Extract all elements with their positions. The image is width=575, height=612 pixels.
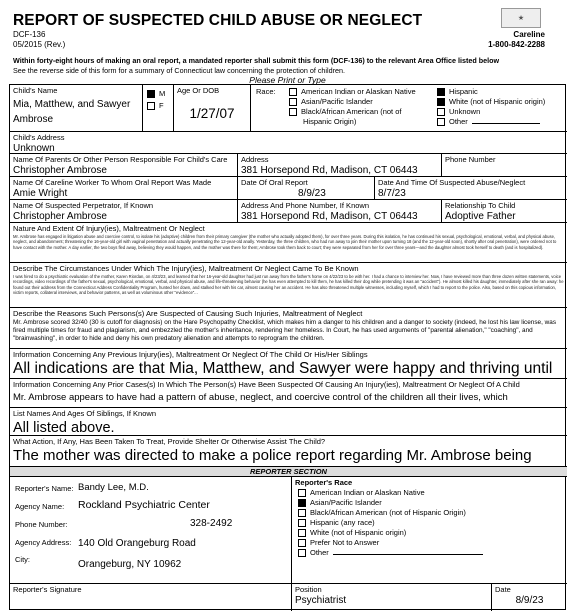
child-name-line2: Ambrose [13, 114, 54, 125]
siblings-field[interactable] [10, 408, 567, 436]
parents-label: Name Of Parents Or Other Person Responsible For Child's Care [13, 155, 228, 164]
oral-report-date-field[interactable] [238, 177, 375, 200]
child-dob-field[interactable] [174, 85, 251, 132]
state-seal-icon: ★ [501, 8, 541, 28]
reporter-race-prefer-not-checkbox[interactable] [298, 539, 306, 547]
prior-cases-text: Mr. Ambrose appears to have had a pattern of abuse, neglect, and coercive control of the children all their lives, which [13, 392, 508, 403]
reporter-race-block [292, 477, 567, 584]
race-label: Race: [256, 87, 276, 96]
careline-label: Careline [513, 30, 545, 39]
agency-name-label: Agency Name: [15, 502, 65, 511]
race-option: Asian/Pacific Islander [301, 97, 373, 106]
reporter-signature-field[interactable] [10, 584, 292, 611]
print-or-type: Please Print or Type [249, 75, 326, 85]
reporter-name-value[interactable]: Bandy Lee, M.D. [78, 482, 149, 493]
suspected-date-field[interactable] [375, 177, 567, 200]
relationship-value: Adoptive Father [445, 211, 516, 222]
perpetrator-field[interactable] [10, 200, 238, 223]
reporter-race-option: Other [310, 548, 329, 557]
race-amindian-checkbox[interactable] [289, 88, 297, 96]
child-address-label: Child's Address [13, 133, 65, 142]
nature-label: Nature And Extent Of Injury(ies), Maltreatment Or Neglect [13, 224, 205, 233]
child-address-value: Unknown [13, 143, 55, 154]
parents-address-field[interactable] [238, 154, 442, 177]
previous-injury-field[interactable] [10, 349, 567, 379]
perpetrator-value: Christopher Ambrose [13, 211, 107, 222]
child-name-field[interactable] [10, 85, 143, 132]
position-label: Position [295, 585, 322, 594]
reporter-race-amindian-checkbox[interactable] [298, 489, 306, 497]
form-title: REPORT OF SUSPECTED CHILD ABUSE OR NEGLECT [13, 12, 423, 29]
sex-f-label: F [159, 101, 164, 110]
agency-name-value[interactable]: Rockland Psychiatric Center [78, 499, 210, 511]
siblings-text: All listed above. [13, 420, 115, 436]
parents-field[interactable] [10, 154, 238, 177]
race-black-checkbox[interactable] [289, 108, 297, 116]
reporter-race-other-checkbox[interactable] [298, 549, 306, 557]
sex-m-checkbox[interactable] [147, 90, 155, 98]
notice-plain: See the reverse side of this form for a summary of Connecticut law concerning the protection of children. [13, 66, 345, 75]
oral-report-date-value: 8/9/23 [298, 188, 326, 199]
reasons-label: Describe the Reasons Such Persons(s) Are Suspected of Causing Such Injuries, Maltreatment of Neglect [13, 309, 363, 318]
reporter-race-option: Black/African American (not of Hispanic Origin) [310, 508, 466, 517]
race-option: Hispanic [449, 87, 478, 96]
dob-value: 1/27/07 [189, 106, 235, 121]
reporter-race-option: White (not of Hispanic origin) [310, 528, 407, 537]
careline-worker-field[interactable] [10, 177, 238, 200]
careline-worker-label: Name Of Careline Worker To Whom Oral Report Was Made [13, 178, 212, 187]
perpetrator-label: Name Of Suspected Perpetrator, If Known [13, 201, 154, 210]
reporter-race-asian-checkbox[interactable] [298, 499, 306, 507]
circumstances-label: Describe The Circumstances Under Which The Injury(ies), Maltreatment Or Neglect Came To Be Known [13, 264, 359, 273]
parents-address-value: 381 Horsepond Rd, Madison, CT 06443 [241, 165, 418, 176]
dob-label: Age Or DOB [177, 86, 220, 95]
race-option-cont: Hispanic Origin) [303, 117, 357, 126]
reporter-signature-label: Reporter's Signature [13, 585, 82, 594]
race-option: Other [449, 117, 468, 126]
race-option: American Indian or Alaskan Native [301, 87, 416, 96]
reporter-race-black-checkbox[interactable] [298, 509, 306, 517]
previous-injury-label: Information Concerning Any Previous Injury(ies), Maltreatment Or Neglect Of The Child Or His/Her Siblings [13, 350, 368, 359]
careline-phone: 1-800-842-2288 [488, 40, 545, 49]
nature-text: Mr. Ambrose has engaged in litigation abuse and coercive control, to isolate his (adoptive) children from their primary caregiver (the mother who actually adopted them), for over three years. During this isolation, he has continued his sexual, psychological, emotional, verbal, and physical abuse, neglect, and abandonment; threatening the 16-year-old girl with vaginal penetration and actually penetrating the 12-year-old anally. Yesterday, the three children, who had run away to join their mother upon turning 18 (and the 12-year-old soon), shortly after oral penetration), were ordered not to have contact with the mother. A day earlier, the two boys fled away, believing they would happen, and the mother was there for them; Ambrose took them back to court; they were separated from her for over three years—and the daughter almost took herself to death (and is hospitalized). [13, 234, 557, 250]
relationship-label: Relationship To Child [445, 201, 516, 210]
race-other-checkbox[interactable] [437, 118, 445, 126]
date-value: 8/9/23 [515, 595, 544, 606]
race-option: Black/African American (not of [301, 107, 402, 116]
phone-label: Phone Number: [15, 520, 68, 529]
child-name-label: Child's Name [13, 86, 58, 95]
previous-injury-text: All indications are that Mia, Matthew, and Sawyer were happy and thriving until [13, 360, 553, 377]
siblings-label: List Names And Ages Of Siblings, If Known [13, 409, 156, 418]
agency-address-label: Agency Address: [15, 538, 72, 547]
action-taken-text: The mother was directed to make a police report regarding Mr. Ambrose being [13, 447, 532, 464]
reporter-section-header: REPORTER SECTION [10, 467, 567, 477]
circumstances-text: I was hired to do a psychiatric evaluation of the mother, Karen Riordan, on 4/23/23, and learned that her 16-year-old daughter had just run away from the father's home on 4/22/23 to be with her. I had a chance to interview her. Now, I have reviewed more than three dozen written statements, voice recordings, video recordings of the father's sexual, psychological, emotional, verbal, and physical abuse, and life-threatening behavior (he has even attempted to kill them, he has killed their dog while pretending it was an "accident"). He almost killed his daughter, immediately after she ran away: he found out their address from the Connecticut Address Confidentiality Program, hunted her down, and stalked her with his car, almost causing her an accident. He has also threatened multiple witnesses, including myself, which I had to report to the police. Also, based on this copious information, victim reports, collateral interviews, and behavior patterns, as well as voluminous other "evidence"... [13, 274, 564, 296]
notice-bold: Within forty-eight hours of making an oral report, a mandated reporter shall submit this form (DCF-136) to the relevant Area Office listed below [13, 56, 500, 65]
reporter-race-hispanic-checkbox[interactable] [298, 519, 306, 527]
race-asian-checkbox[interactable] [289, 98, 297, 106]
child-name-line1: Mia, Matthew, and Sawyer [13, 99, 131, 110]
careline-worker-value: Amie Wright [13, 188, 68, 199]
date-label: Date [495, 585, 511, 594]
relationship-field[interactable] [442, 200, 567, 223]
reasons-text: Mr. Ambrose scored 32/40 (30 is cutoff for diagnosis) on the Hare Psychopathy Checklist, which makes him a danger to his children and a danger to society (indeed, he lost his law license, was fired multiple times for fraud and plagiarism, and embezzled the mother's inheritance, rendering her homeless. In Court, he has used arguments of "parental alienation," "coaching", and "brainwashing", in order to hide and deny his own predatory alienation and attempts to reprogram the children. [13, 319, 557, 342]
reporter-race-white-checkbox[interactable] [298, 529, 306, 537]
child-race-field [251, 85, 567, 132]
child-sex-field[interactable] [143, 85, 174, 132]
nature-field[interactable] [10, 223, 567, 263]
phone-value[interactable]: 328-2492 [190, 518, 233, 529]
city-label: City: [15, 555, 30, 564]
race-unknown-checkbox[interactable] [437, 108, 445, 116]
form-number: DCF-136 [13, 30, 46, 39]
form-revision: 05/2015 (Rev.) [13, 40, 66, 49]
date-field[interactable] [492, 584, 567, 611]
parents-value: Christopher Ambrose [13, 165, 107, 176]
perpetrator-address-field[interactable] [238, 200, 442, 223]
reporter-race-other-line [333, 554, 483, 555]
race-other-line [472, 123, 540, 124]
race-hispanic-checkbox[interactable] [437, 88, 445, 96]
report-form [9, 84, 566, 610]
city-value[interactable]: Orangeburg, NY 10962 [78, 559, 182, 570]
race-white-checkbox[interactable] [437, 98, 445, 106]
action-taken-field[interactable] [10, 436, 567, 467]
parents-phone-field[interactable] [442, 154, 567, 177]
position-field[interactable] [292, 584, 492, 611]
action-taken-label: What Action, If Any, Has Been Taken To Treat, Provide Shelter Or Otherwise Assist The Child? [13, 437, 326, 446]
reasons-field[interactable] [10, 308, 567, 349]
reporter-race-option: Hispanic (any race) [310, 518, 375, 527]
suspected-date-label: Date And Time Of Suspected Abuse/Neglect [378, 178, 526, 187]
race-option: Unknown [449, 107, 481, 116]
agency-address-value[interactable]: 140 Old Orangeburg Road [78, 538, 196, 549]
reporter-info-block [10, 477, 292, 584]
reporter-name-label: Reporter's Name: [15, 484, 74, 493]
parents-phone-label: Phone Number [445, 155, 496, 164]
reporter-race-option: Prefer Not to Answer [310, 538, 380, 547]
perpetrator-address-label: Address And Phone Number, If Known [241, 201, 369, 210]
prior-cases-field[interactable] [10, 379, 567, 408]
circumstances-field[interactable] [10, 263, 567, 308]
sex-f-checkbox[interactable] [147, 102, 155, 110]
suspected-date-value: 8/7/23 [378, 188, 406, 199]
prior-cases-label: Information Concerning Any Prior Cases(s) In Which The Person(s) Have Been Suspected Of Causing An Injury(ies), Maltreatment Or Neglect Of A Child [13, 380, 520, 389]
careline-info [488, 30, 545, 50]
child-address-field[interactable] [10, 132, 567, 154]
sex-m-label: M [159, 89, 166, 98]
parents-address-label: Address [241, 155, 269, 164]
reporter-race-option: American Indian or Alaskan Native [310, 488, 425, 497]
oral-report-date-label: Date Of Oral Report [241, 178, 308, 187]
perpetrator-address-value: 381 Horsepond Rd, Madison, CT 06443 [241, 211, 418, 222]
race-option: White (not of Hispanic origin) [449, 97, 546, 106]
reporter-race-option: Asian/Pacific Islander [310, 498, 382, 507]
reporter-race-label: Reporter's Race [295, 478, 353, 487]
position-value: Psychiatrist [295, 595, 347, 606]
